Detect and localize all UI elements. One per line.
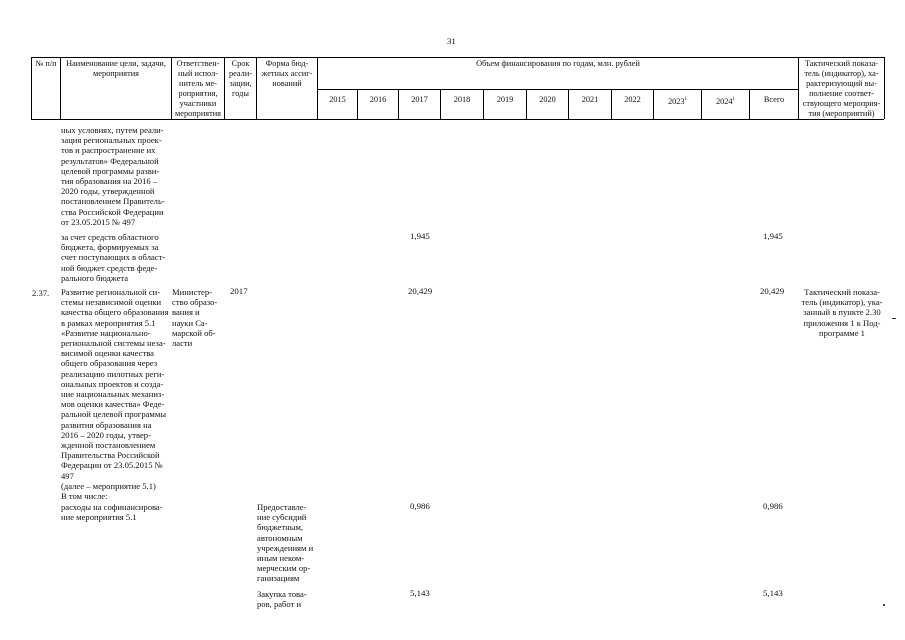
header-funding: Объем финансирования по годам, млн. рублей — [476, 59, 640, 68]
item-value-total: 20,429 — [760, 286, 785, 296]
header-year-2020: 2020 — [539, 95, 556, 104]
header-total: Всего — [763, 95, 785, 104]
header-budget-form: Форма бюд- жетных ассиг- нований — [261, 59, 313, 88]
header-year-2017: 2017 — [411, 95, 428, 104]
item-term: 2017 — [230, 286, 248, 296]
cofinancing-text: расходы на софинансирова- ние мероприятия 5.1 — [61, 502, 163, 523]
item-value-2017: 20,429 — [408, 286, 433, 296]
scan-dot — [883, 604, 885, 606]
header-name: Наименование цели, задачи, мероприятия — [66, 59, 166, 78]
regional-value-2017: 1,945 — [410, 231, 430, 241]
header-year-2018: 2018 — [453, 95, 471, 104]
header-indicator: Тактический показа- тель (индикатор), ха- рактеризующий вы- полнение соответ- ствующего мероприя- тия (мероприятий) — [802, 59, 881, 118]
including-label: В том числе: — [61, 491, 108, 501]
header-year-2024: 2024$^1$ — [715, 96, 736, 106]
header-year-2015: 2015 — [329, 95, 346, 104]
page-number: 31 — [447, 36, 456, 46]
header-year-2022: 2022 — [624, 95, 641, 104]
subsidies-value-total: 0,986 — [763, 501, 783, 511]
procurement-value-total: 5,143 — [763, 588, 783, 598]
regional-value-total: 1,945 — [763, 231, 783, 241]
item-indicator: Тактический показа- тель (индикатор), ука- занный в пункте 2.30 приложения 1 к Под- программе 1 — [801, 287, 883, 338]
item-description: Развитие региональной си- стемы независимой оценки качества общего образования в рамках мероприятия 5.1 «Развитие национально- региональной системы неза- висимой оценки качества общего образования через реализацию пилотных реги- ональных проектов и созда- ние национальных механиз- мов оценки качества» Феде- ральной целевой программы развития образования на 2016 – 2020 годы, утвер- жденной постановлением Правительства Российской Федерации от 23.05.2015 № 497 (далее – мероприятие 5.1) — [61, 287, 169, 491]
scan-mark — [892, 318, 896, 319]
continued-description: ных условиях, путем реали- зация региональных проек- тов и распространение их результатов» Федеральной целевой программы разви- тия образования на 2016 – 2020 годы, утвержденной постановлением Правитель- ства Российской Федерации от 23.05.2015 № 497 — [61, 125, 165, 227]
item-responsible: Министер- ство образо- вания и науки Са- марской об- ласти — [172, 287, 218, 349]
item-number: 2.37. — [32, 288, 50, 298]
header-year-2016: 2016 — [369, 95, 387, 104]
header-responsible: Ответствен- ный испол- нитель ме- роприятия, участники мероприятия — [175, 59, 221, 118]
procurement-value-2017: 5,143 — [410, 588, 430, 598]
header-term: Срок реали- зации, годы — [228, 59, 253, 98]
header-year-2021: 2021 — [581, 95, 599, 104]
form-subsidies: Предоставле- ние субсидий бюджетным, автономным учреждениям и иным неком- мерческим ор- ганизациям — [257, 502, 314, 584]
header-year-2019: 2019 — [496, 95, 514, 104]
regional-budget-text: за счет средств областного бюджета, формируемых за счет поступающих в област- ной бюджет средств феде- рального бюджета — [61, 232, 166, 283]
header-num: № п/п — [35, 59, 57, 68]
form-procurement: Закупка това- ров, работ и — [257, 589, 307, 610]
subsidies-value-2017: 0,986 — [410, 501, 430, 511]
header-year-2023: 2023$^1$ — [667, 96, 688, 106]
